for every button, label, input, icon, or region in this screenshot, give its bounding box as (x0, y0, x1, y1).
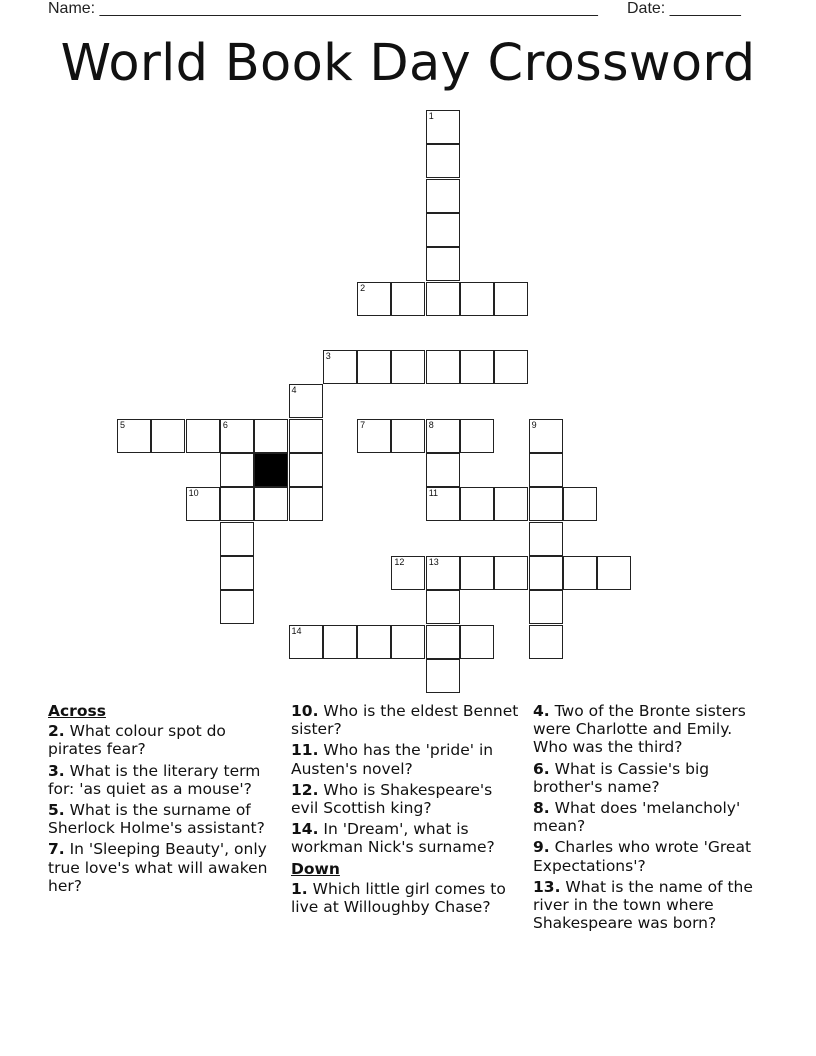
clue-text: In 'Dream', what is workman Nick's surname? (291, 820, 495, 857)
grid-cell[interactable] (289, 625, 323, 659)
grid-cell[interactable] (357, 625, 391, 659)
grid-cell[interactable] (529, 487, 563, 521)
grid-cell[interactable] (323, 625, 357, 659)
grid-cell[interactable] (289, 453, 323, 487)
grid-cell[interactable] (220, 590, 254, 624)
grid-cell[interactable] (391, 625, 425, 659)
clue-text: What does 'melancholy' mean? (533, 799, 741, 836)
clue-number: 1. (291, 879, 308, 898)
clue-item (291, 880, 523, 916)
across-heading: Across (48, 702, 106, 720)
grid-cell[interactable] (529, 625, 563, 659)
clue-item (48, 722, 280, 758)
grid-cell[interactable] (460, 625, 494, 659)
grid-cell[interactable] (289, 419, 323, 453)
clue-number: 5 (120, 419, 126, 430)
clue-number: 14 (291, 625, 302, 636)
grid-cell[interactable] (391, 282, 425, 316)
clue-number: 6 (222, 419, 228, 430)
grid-cell[interactable] (117, 419, 151, 453)
grid-cell[interactable] (391, 419, 425, 453)
clue-number: 4 (291, 385, 297, 396)
grid-cell[interactable] (426, 487, 460, 521)
grid-cell[interactable] (426, 213, 460, 247)
grid-cell[interactable] (426, 625, 460, 659)
grid-cell[interactable] (289, 487, 323, 521)
grid-cell[interactable] (426, 659, 460, 693)
grid-cell[interactable] (426, 282, 460, 316)
grid-cell[interactable] (597, 556, 631, 590)
clue-text: Who is the eldest Bennet sister? (291, 702, 519, 739)
clue-text: What is the surname of Sherlock Holme's assistant? (48, 801, 265, 838)
clue-number: 6. (533, 759, 550, 778)
clue-number: 12. (291, 780, 319, 799)
clue-item (48, 762, 280, 798)
clue-item (291, 781, 523, 817)
grid-cell[interactable] (391, 556, 425, 590)
grid-cell[interactable] (426, 144, 460, 178)
clue-text: Who is Shakespeare's evil Scottish king? (291, 780, 493, 818)
clue-number: 8 (428, 419, 434, 430)
clue-text: Who has the 'pride' in Austen's novel? (291, 741, 494, 778)
clue-text: In 'Sleeping Beauty', only true love's what will awaken her? (48, 840, 268, 895)
name-label: Name: ________________________________________________________ (48, 0, 598, 17)
clue-item (533, 838, 765, 874)
clue-text: Which little girl comes to live at Willoughby Chase? (291, 879, 506, 917)
grid-cell[interactable] (151, 419, 185, 453)
grid-cell[interactable] (529, 453, 563, 487)
grid-cell[interactable] (426, 247, 460, 281)
grid-cell[interactable] (186, 487, 220, 521)
grid-cell[interactable] (460, 556, 494, 590)
grid-cell[interactable] (529, 419, 563, 453)
clue-column-3 (533, 702, 765, 935)
clue-number: 9 (531, 419, 537, 430)
grid-cell[interactable] (460, 350, 494, 384)
grid-cell[interactable] (220, 453, 254, 487)
grid-cell[interactable] (426, 590, 460, 624)
grid-cell[interactable] (254, 419, 288, 453)
grid-cell[interactable] (220, 522, 254, 556)
grid-cell[interactable] (460, 282, 494, 316)
down-heading: Down (291, 859, 340, 878)
grid-cell[interactable] (391, 350, 425, 384)
clue-text: What colour spot do pirates fear? (48, 722, 226, 759)
grid-cell[interactable] (494, 556, 528, 590)
grid-cell[interactable] (494, 350, 528, 384)
grid-cell[interactable] (460, 487, 494, 521)
grid-cell[interactable] (529, 590, 563, 624)
grid-cell[interactable] (357, 419, 391, 453)
grid-cell[interactable] (494, 487, 528, 521)
grid-cell[interactable] (220, 556, 254, 590)
grid-cell[interactable] (186, 419, 220, 453)
grid-cell[interactable] (357, 350, 391, 384)
grid-cell[interactable] (426, 350, 460, 384)
grid-cell[interactable] (494, 282, 528, 316)
clue-item (533, 760, 765, 796)
clue-number: 7 (360, 419, 366, 430)
grid-cell[interactable] (426, 453, 460, 487)
clue-number: 4. (533, 702, 550, 720)
clue-number: 1 (428, 111, 434, 121)
clue-number: 2 (360, 282, 366, 293)
grid-cell[interactable] (426, 110, 460, 144)
clue-number: 8. (533, 799, 550, 818)
clue-number: 2. (48, 722, 65, 741)
clue-number: 3. (48, 761, 65, 780)
clue-text: What is the name of the river in the town where Shakespeare was born? (533, 877, 753, 933)
grid-cell[interactable] (426, 179, 460, 213)
clue-number: 9. (533, 838, 550, 857)
grid-cell[interactable] (529, 556, 563, 590)
clue-number: 5. (48, 801, 65, 820)
grid-cell[interactable] (323, 350, 357, 384)
grid-cell[interactable] (357, 282, 391, 316)
clue-column-1 (48, 702, 280, 898)
clue-number: 7. (48, 840, 65, 859)
grid-cell[interactable] (563, 556, 597, 590)
clue-item (533, 799, 765, 835)
clue-text: What is Cassie's big brother's name? (533, 759, 710, 796)
clue-number: 11. (291, 741, 319, 760)
grid-cell[interactable] (289, 384, 323, 418)
grid-cell[interactable] (426, 556, 460, 590)
clue-item (291, 741, 523, 777)
clue-number: 11 (428, 488, 439, 499)
clue-text: What is the literary term for: 'as quiet as a mouse'? (48, 761, 261, 798)
clue-item (48, 801, 280, 837)
clue-number: 13. (533, 877, 561, 896)
clue-item (533, 878, 765, 933)
clue-text: Two of the Bronte sisters were Charlotte and Emily. Who was the third? (533, 702, 746, 757)
clue-item (291, 820, 523, 856)
grid-cell[interactable] (460, 419, 494, 453)
clue-item (48, 840, 280, 895)
clue-number: 13 (428, 556, 439, 567)
grid-cell[interactable] (426, 419, 460, 453)
grid-cell[interactable] (254, 487, 288, 521)
page-title: World Book Day Crossword (60, 34, 756, 93)
clue-text: Charles who wrote 'Great Expectations'? (533, 838, 752, 875)
black-cell (254, 453, 288, 487)
clue-item (291, 702, 523, 738)
clue-number: 10. (291, 702, 319, 720)
grid-cell[interactable] (220, 487, 254, 521)
clue-number: 3 (325, 351, 331, 362)
grid-cell[interactable] (563, 487, 597, 521)
clue-number: 12 (394, 556, 405, 567)
grid-cell[interactable] (220, 419, 254, 453)
clue-number: 10 (188, 488, 199, 499)
clue-column-2 (291, 702, 523, 919)
clue-number: 14. (291, 820, 319, 839)
date-label: Date: ________ (627, 0, 741, 17)
clue-item (533, 702, 765, 757)
grid-cell[interactable] (529, 522, 563, 556)
